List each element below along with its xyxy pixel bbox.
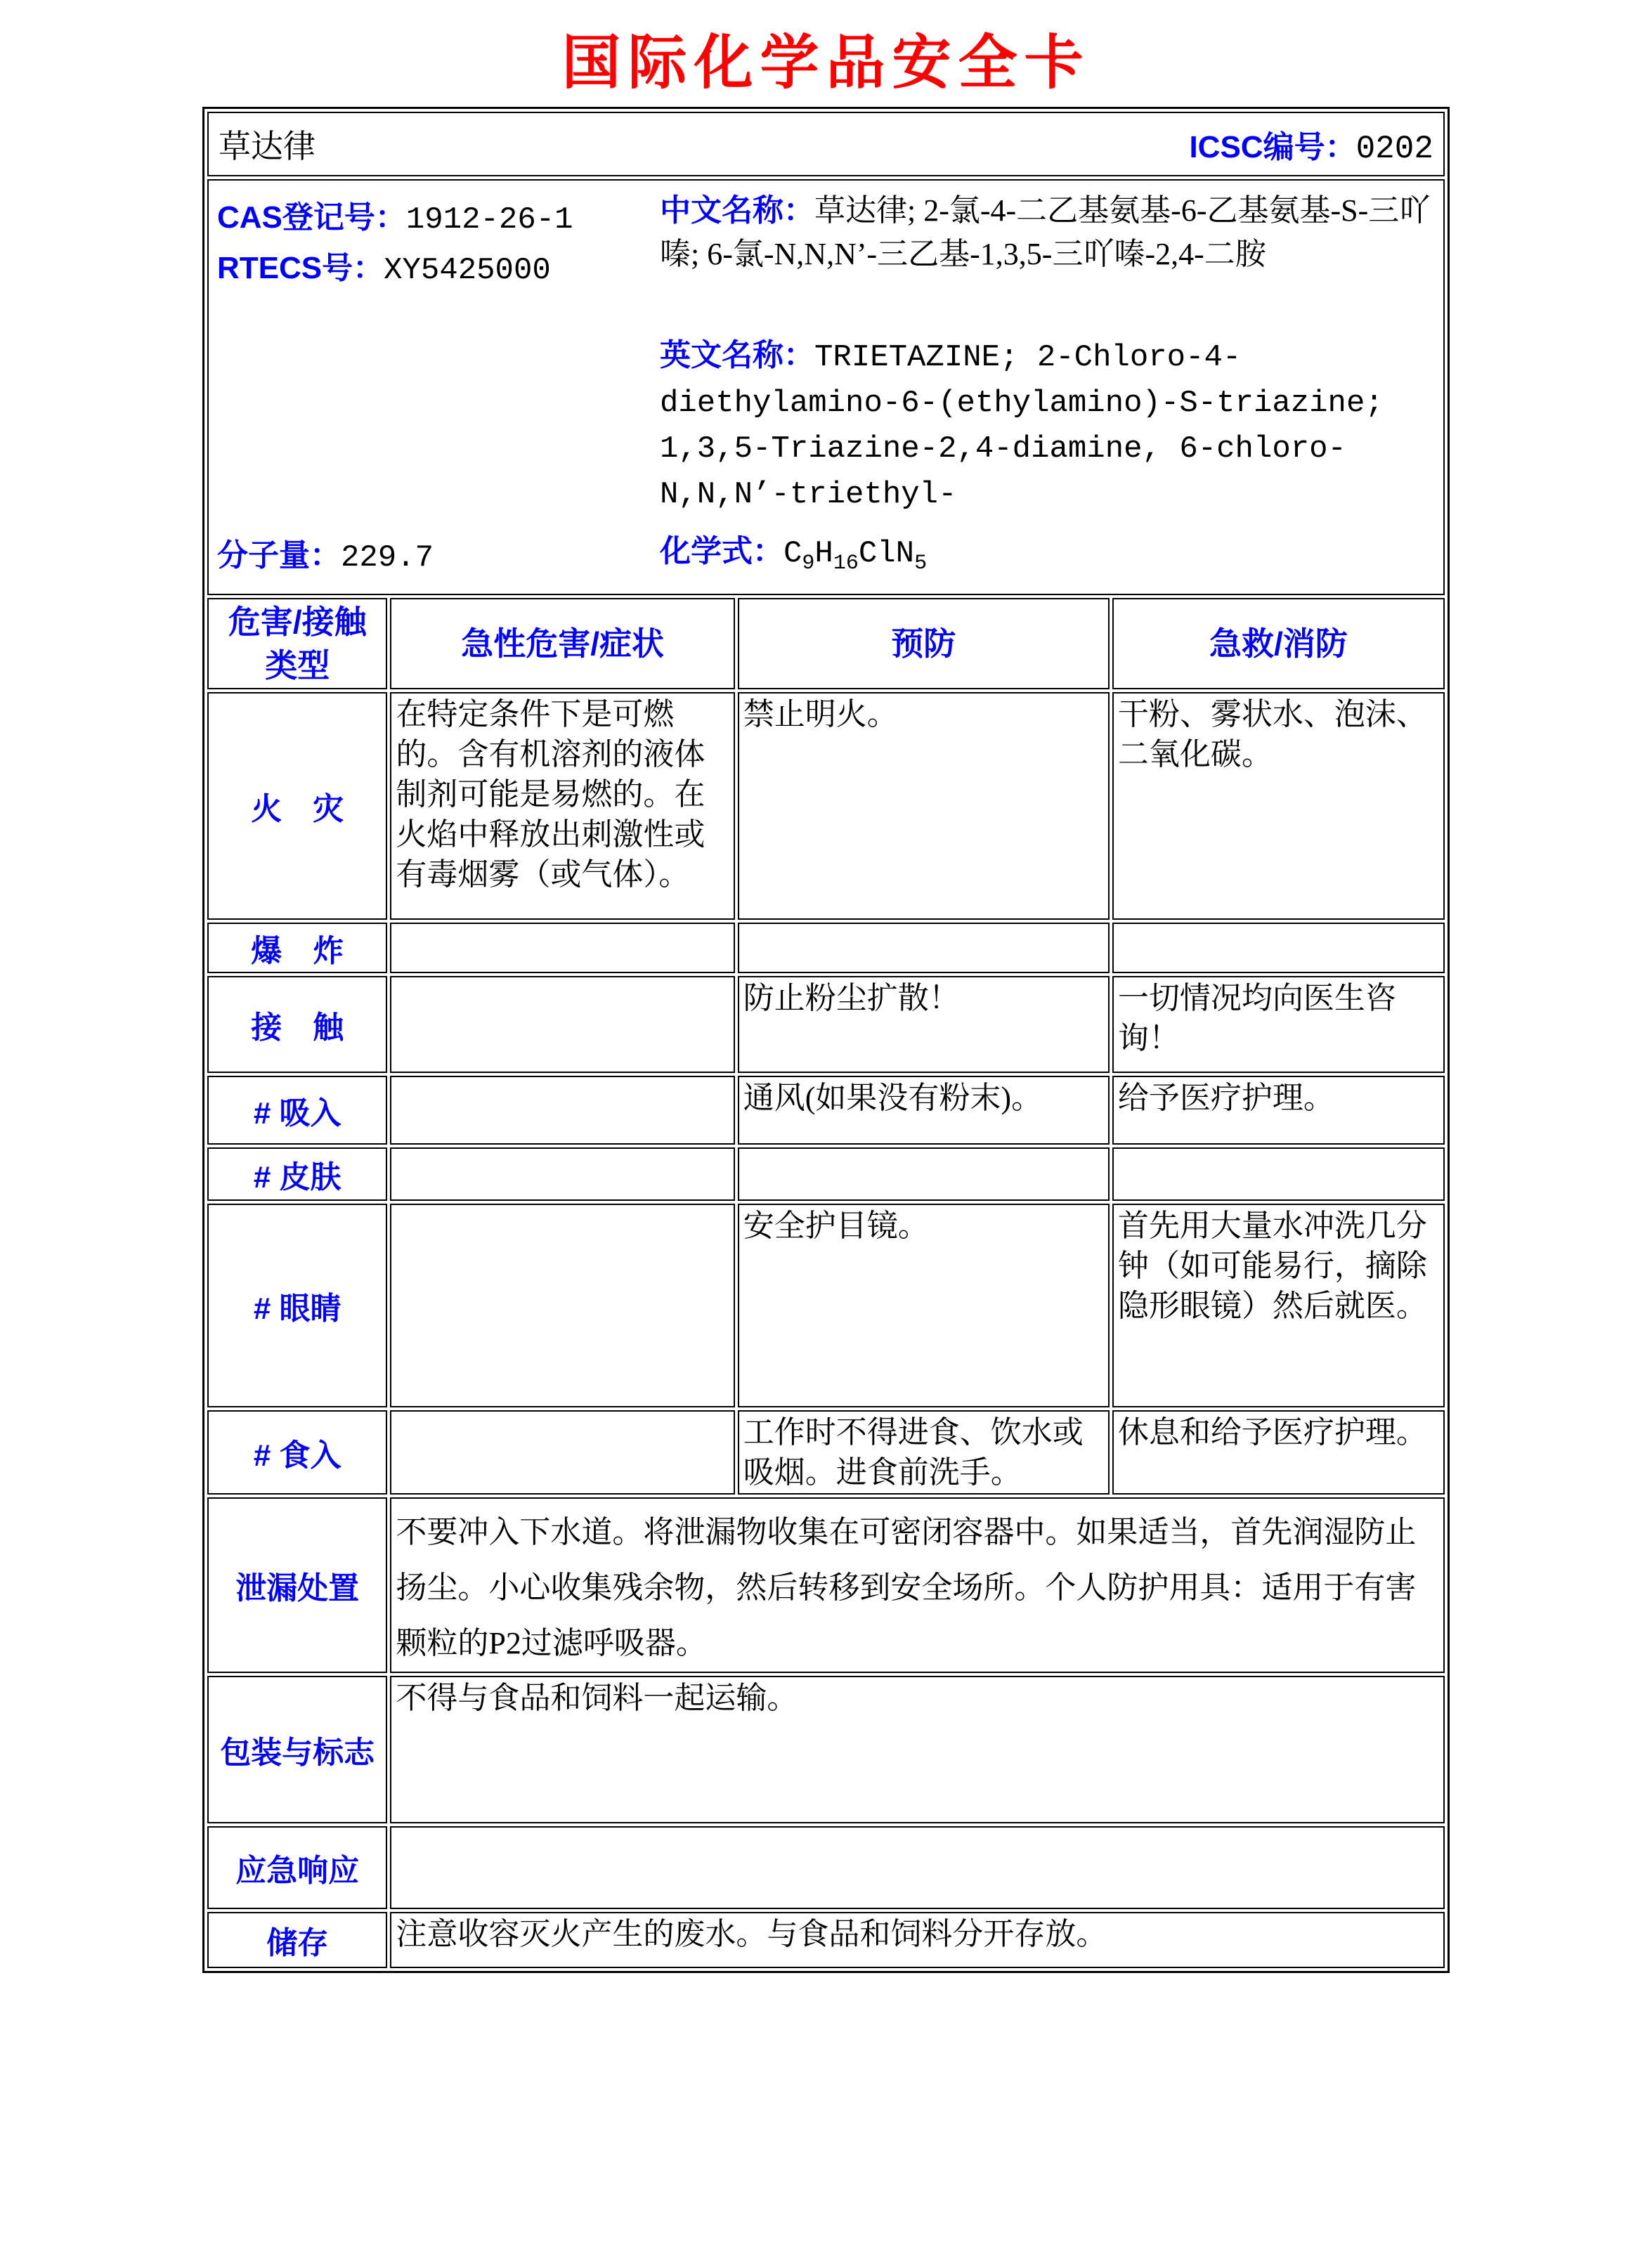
identity-section <box>207 179 1445 595</box>
chinese-name-value: 草达律; 2-氯-4-二乙基氨基-6-乙基氨基-S-三吖嗪; 6-氯-N,N,N’-三乙基-1,3,5-三吖嗪-2,4-二胺 <box>660 193 1431 271</box>
inhalation-firstaid: 给予医疗护理。 <box>1112 1076 1445 1145</box>
substance-name: 草达律 <box>219 129 316 164</box>
explosion-symptoms <box>390 923 734 973</box>
molecular-weight-label: 分子量： <box>217 538 341 573</box>
row-label-fire: 火 灾 <box>207 692 387 920</box>
explosion-prevention <box>738 923 1110 973</box>
row-explosion <box>207 923 1445 973</box>
inhalation-symptoms <box>390 1076 734 1145</box>
english-name-value: TRIETAZINE; 2-Chloro-4-diethylamino-6-(ethylamino)-S-triazine; 1,3,5-Triazine-2,4-diamine, 6-chloro-N,N,N’-triethyl- <box>660 340 1384 512</box>
row-label-inhalation: # 吸入 <box>207 1076 387 1145</box>
molecular-weight-line <box>217 530 434 575</box>
row-fire <box>207 692 1445 920</box>
ingestion-firstaid: 休息和给予医疗护理。 <box>1112 1410 1445 1495</box>
exposure-prevention: 防止粉尘扩散！ <box>738 976 1110 1073</box>
chemical-formula-value: $C_9H_{16}ClN_5$ <box>783 536 928 575</box>
inhalation-prevention: 通风(如果没有粉末)。 <box>738 1076 1110 1145</box>
name-header-cell <box>207 112 1445 176</box>
row-spillage <box>207 1497 1445 1673</box>
col-header-hazard-type <box>207 598 387 689</box>
col-header-symptoms: 急性危害/症状 <box>390 598 734 689</box>
row-label-emergency-response: 应急响应 <box>207 1826 387 1909</box>
col-header-hazard-type-line1: 危害/接触 <box>228 604 367 640</box>
row-label-storage: 储存 <box>207 1912 387 1968</box>
name-header-row <box>207 112 1445 176</box>
row-inhalation <box>207 1076 1445 1145</box>
chinese-name-block <box>660 189 1436 276</box>
row-label-ingestion: # 食入 <box>207 1410 387 1495</box>
skin-prevention <box>738 1147 1110 1201</box>
col-header-hazard-type-line2: 类型 <box>265 647 330 684</box>
row-exposure <box>207 976 1445 1073</box>
english-name-block <box>660 334 1436 516</box>
eyes-firstaid: 首先用大量水冲洗几分钟（如可能易行，摘除隐形眼镜）然后就医。 <box>1112 1204 1445 1407</box>
cas-value: 1912-26-1 <box>405 202 573 237</box>
icsc-card <box>202 107 1450 1973</box>
skin-firstaid <box>1112 1147 1445 1201</box>
cas-number-line <box>217 192 573 237</box>
fire-symptoms: 在特定条件下是可燃的。含有机溶剂的液体制剂可能是易燃的。在火焰中释放出刺激性或有毒烟雾（或气体）。 <box>390 692 734 920</box>
row-label-skin: # 皮肤 <box>207 1147 387 1201</box>
col-header-firstaid: 急救/消防 <box>1112 598 1445 689</box>
rtecs-value: XY5425000 <box>384 253 551 288</box>
row-ingestion <box>207 1410 1445 1495</box>
molecular-weight-value: 229.7 <box>341 540 434 575</box>
icsc-number-label: ICSC编号： <box>1189 129 1356 164</box>
row-storage <box>207 1912 1445 1968</box>
english-name-label: 英文名称： <box>660 338 814 372</box>
ingestion-prevention: 工作时不得进食、饮水或吸烟。进食前洗手。 <box>738 1410 1110 1495</box>
row-emergency-response <box>207 1826 1445 1909</box>
skin-symptoms <box>390 1147 734 1201</box>
row-eyes <box>207 1204 1445 1407</box>
page-title: 国际化学品安全卡 <box>561 31 1091 96</box>
eyes-prevention: 安全护目镜。 <box>738 1204 1110 1407</box>
ingestion-symptoms <box>390 1410 734 1495</box>
exposure-firstaid: 一切情况均向医生咨询！ <box>1112 976 1445 1073</box>
spillage-content: 不要冲入下水道。将泄漏物收集在可密闭容器中。如果适当，首先润湿防止扬尘。小心收集残余物，然后转移到安全场所。个人防护用具：适用于有害颗粒的P2过滤呼吸器。 <box>390 1497 1445 1673</box>
row-label-packaging: 包装与标志 <box>207 1676 387 1823</box>
rtecs-label: RTECS号： <box>217 251 384 285</box>
explosion-firstaid <box>1112 923 1445 973</box>
chemical-formula-label: 化学式： <box>660 534 783 569</box>
rtecs-number-line <box>217 242 551 288</box>
emergency-response-content <box>390 1826 1445 1909</box>
hazard-table-header-row <box>207 598 1445 689</box>
chemical-formula-line <box>660 526 927 575</box>
chinese-name-label: 中文名称： <box>660 193 814 228</box>
storage-content: 注意收容灭火产生的废水。与食品和饲料分开存放。 <box>390 1912 1445 1968</box>
row-packaging <box>207 1676 1445 1823</box>
row-label-eyes: # 眼睛 <box>207 1204 387 1407</box>
exposure-symptoms <box>390 976 734 1073</box>
icsc-number-value: 0202 <box>1355 130 1433 167</box>
row-label-spillage: 泄漏处置 <box>207 1497 387 1673</box>
packaging-content: 不得与食品和饲料一起运输。 <box>390 1676 1445 1823</box>
row-skin <box>207 1147 1445 1201</box>
col-header-prevention: 预防 <box>738 598 1110 689</box>
fire-prevention: 禁止明火。 <box>738 692 1110 920</box>
row-label-exposure: 接 触 <box>207 976 387 1073</box>
row-label-explosion: 爆 炸 <box>207 923 387 973</box>
cas-label: CAS登记号： <box>217 200 406 235</box>
icsc-number-group <box>1189 122 1433 167</box>
fire-firstaid: 干粉、雾状水、泡沫、二氧化碳。 <box>1112 692 1445 920</box>
identity-row <box>207 179 1445 595</box>
eyes-symptoms <box>390 1204 734 1407</box>
